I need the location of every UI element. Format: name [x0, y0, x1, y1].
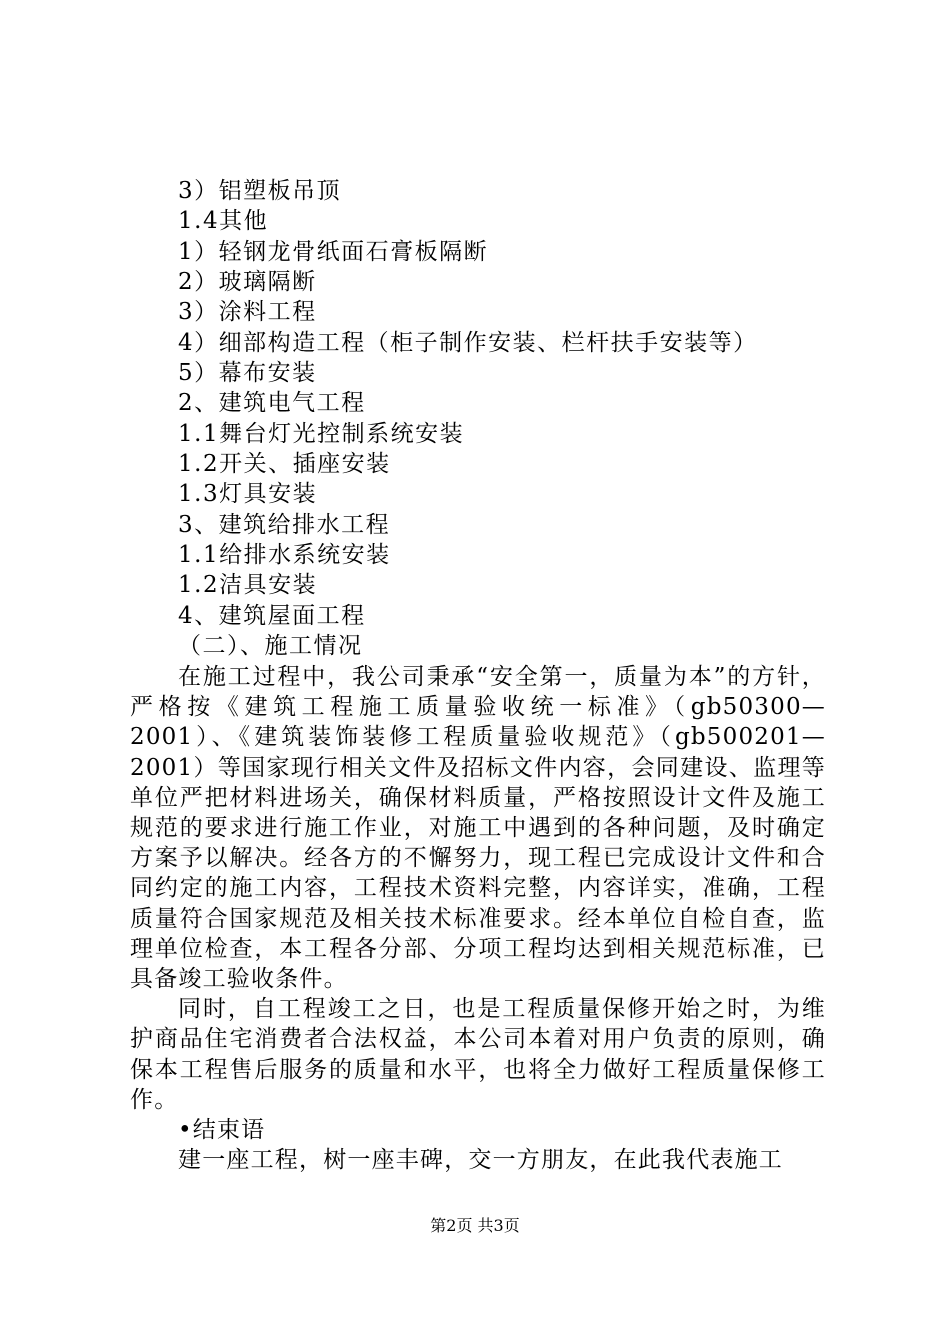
list-item: 1.1给排水系统安装	[178, 542, 391, 568]
list-item: 1）轻钢龙骨纸面石膏板隔断	[178, 239, 489, 265]
list-item: 3）铝塑板吊顶	[178, 178, 342, 204]
section-heading: 1.4其他	[178, 208, 269, 234]
paragraph: 在施工过程中，我公司秉承“安全第一，质量为本”的方针，严格按《建筑工程施工质量验收统一标准》（gb50300—2001）、《建筑装饰装修工程质量验收规范》（gb500201—2001）等国家现行相关文件及招标文件内容，会同建设、监理等单位严把材料进场关，确保材料质量，严格按照设计文件及施工规范的要求进行施工作业，对施工中遇到的各种问题，及时确定方案予以解决。经各方的不懈努力，现工程已完成设计文件和合同约定的施工内容，工程技术资料完整，内容详实，准确，工程质量符合国家规范及相关技术标准要求。经本单位自检自查，监理单位检查，本工程各分部、分项工程均达到相关规范标准，已具备竣工验收条件。	[130, 664, 826, 993]
section-heading: 3、建筑给排水工程	[178, 512, 391, 538]
list-item: 1.2洁具安装	[178, 572, 318, 598]
paragraph: 建一座工程，树一座丰碑，交一方朋友，在此我代表施工	[178, 1147, 783, 1174]
list-item: 1.2开关、插座安装	[178, 451, 391, 477]
section-heading: 4、建筑屋面工程	[178, 603, 366, 629]
list-item: 1.1舞台灯光控制系统安装	[178, 421, 465, 447]
bullet-heading: •结束语	[178, 1117, 266, 1144]
list-item: 4）细部构造工程（柜子制作安装、栏杆扶手安装等）	[178, 330, 758, 356]
paragraph: 同时，自工程竣工之日，也是工程质量保修开始之时，为维护商品住宅消费者合法权益，本公司本着对用户负责的原则，确保本工程售后服务的质量和水平，也将全力做好工程质量保修工作。	[130, 996, 826, 1113]
list-item: 5）幕布安装	[178, 360, 317, 386]
body-text	[130, 662, 826, 1175]
list-item: 3）涂料工程	[178, 299, 317, 325]
section-heading: （二）、施工情况	[178, 633, 363, 659]
section-heading: 2、建筑电气工程	[178, 390, 366, 416]
list-item: 1.3灯具安装	[178, 481, 318, 507]
list-item: 2）玻璃隔断	[178, 269, 317, 295]
page-footer: 第2页 共3页	[430, 1216, 520, 1235]
